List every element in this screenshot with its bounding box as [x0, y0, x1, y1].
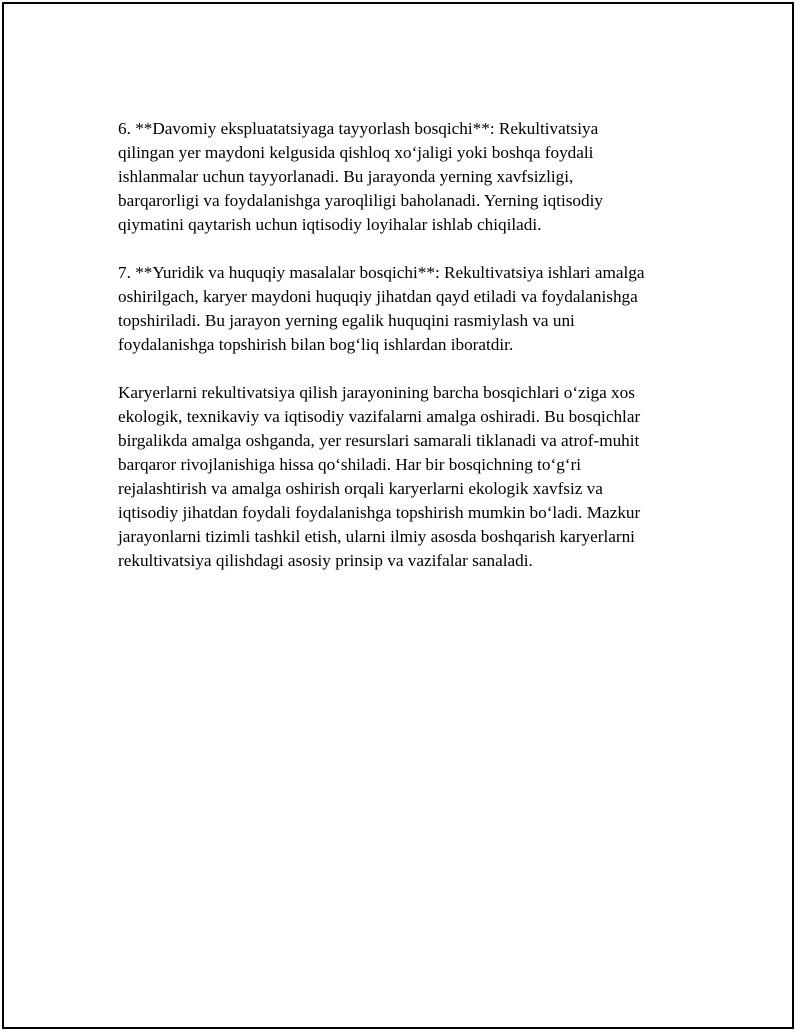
text-line: qilingan yer maydoni kelgusida qishloq xo‘jaligi yoki boshqa foydali — [118, 143, 594, 162]
text-line: ishlanmalar uchun tayyorlanadi. Bu jarayonda yerning xavfsizligi, — [118, 167, 574, 186]
text-line: barqarorligi va foydalanishga yaroqliligi baholanadi. Yerning iqtisodiy — [118, 191, 603, 210]
paragraph-conclusion — [118, 381, 693, 573]
text-line: qiymatini qaytarish uchun iqtisodiy loyihalar ishlab chiqiladi. — [118, 215, 542, 234]
paragraph-stage-7 — [118, 261, 693, 357]
document-body — [118, 117, 693, 597]
text-line: Karyerlarni rekultivatsiya qilish jarayonining barcha bosqichlari o‘ziga xos — [118, 383, 635, 402]
text-line: foydalanishga topshirish bilan bog‘liq ishlardan iboratdir. — [118, 335, 514, 354]
text-line: barqaror rivojlanishiga hissa qo‘shiladi. Har bir bosqichning to‘g‘ri — [118, 455, 582, 474]
text-line: rejalashtirish va amalga oshirish orqali karyerlarni ekologik xavfsiz va — [118, 479, 603, 498]
text-line: jarayonlarni tizimli tashkil etish, ularni ilmiy asosda boshqarish karyerlarni — [118, 527, 635, 546]
text-line: birgalikda amalga oshganda, yer resurslari samarali tiklanadi va atrof-muhit — [118, 431, 640, 450]
text-line: oshirilgach, karyer maydoni huquqiy jihatdan qayd etiladi va foydalanishga — [118, 287, 638, 306]
paragraph-stage-6 — [118, 117, 693, 237]
text-line: 7. **Yuridik va huquqiy masalalar bosqichi**: Rekultivatsiya ishlari amalga — [118, 263, 645, 282]
text-line: rekultivatsiya qilishdagi asosiy prinsip va vazifalar sanaladi. — [118, 551, 533, 570]
text-line: topshiriladi. Bu jarayon yerning egalik huquqini rasmiylash va uni — [118, 311, 575, 330]
text-line: 6. **Davomiy ekspluatatsiyaga tayyorlash bosqichi**: Rekultivatsiya — [118, 119, 599, 138]
text-line: iqtisodiy jihatdan foydali foydalanishga topshirish mumkin bo‘ladi. Mazkur — [118, 503, 641, 522]
text-line: ekologik, texnikaviy va iqtisodiy vazifalarni amalga oshiradi. Bu bosqichlar — [118, 407, 641, 426]
